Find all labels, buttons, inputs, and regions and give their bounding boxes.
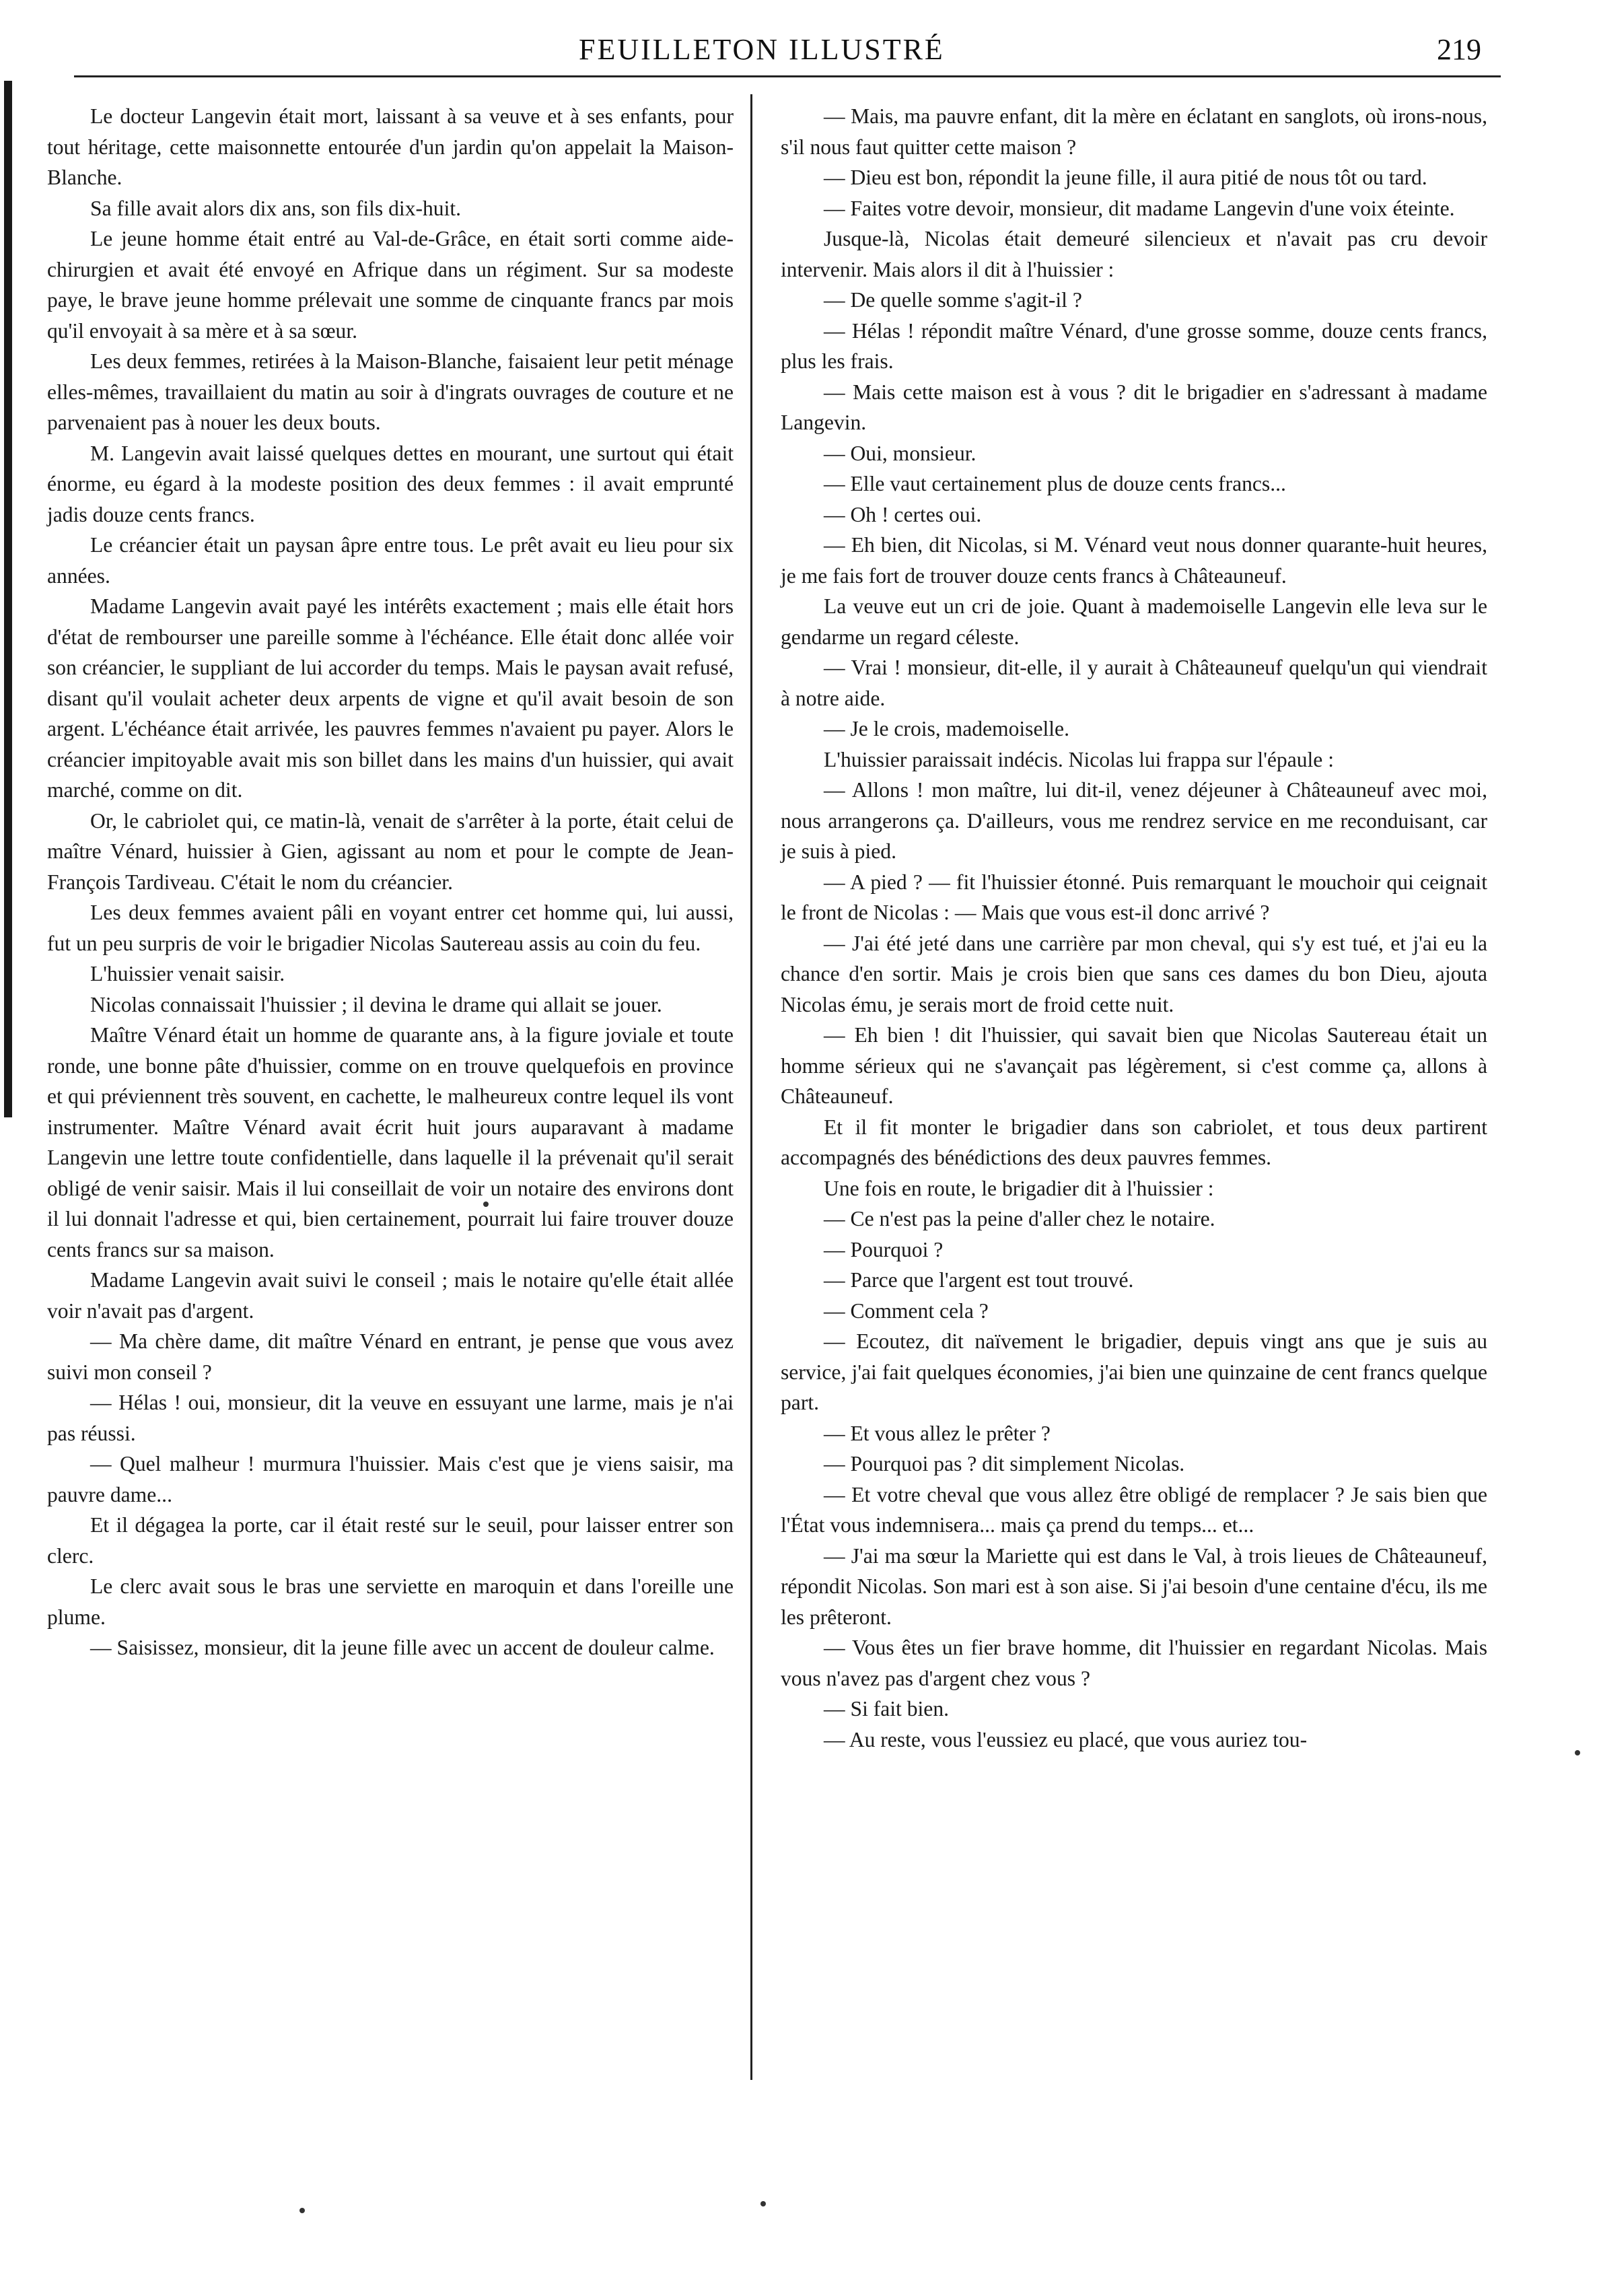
paragraph: — J'ai été jeté dans une carrière par mon cheval, qui s'y est tué, et j'ai eu la chance d'en sortir. Mais je crois bien que sans ces dames du bon Dieu, ajouta Nicolas ému, je serais mort de froid cette nuit. [781,931,1487,1016]
paragraph: — De quelle somme s'agit-il ? [824,288,1082,312]
paragraph: — Parce que l'argent est tout trouvé. [824,1268,1134,1292]
paragraph: — Si fait bien. [824,1697,950,1720]
print-speck [299,2208,305,2213]
paragraph: Une fois en route, le brigadier dit à l'huissier : [824,1176,1214,1200]
paragraph: — Quel malheur ! murmura l'huissier. Mais c'est que je viens saisir, ma pauvre dame... [47,1452,734,1506]
paragraph: Sa fille avait alors dix ans, son fils dix-huit. [90,196,462,220]
column-divider [750,94,752,2080]
paragraph: — Je le crois, mademoiselle. [824,717,1069,740]
paragraph: — Mais cette maison est à vous ? dit le brigadier en s'adressant à madame Langevin. [781,380,1487,434]
paragraph: Les deux femmes avaient pâli en voyant entrer cet homme qui, lui aussi, fut un peu surpris de voir le brigadier Nicolas Sautereau assis au coin du feu. [47,901,734,955]
paragraph: Or, le cabriolet qui, ce matin-là, venait de s'arrêter à la porte, était celui de maître Vénard, huissier à Gien, agissant au nom et pour le compte de Jean-François Tardiveau. C'était le nom du créancier. [47,808,734,894]
print-speck [760,2201,766,2206]
paragraph: Madame Langevin avait payé les intérêts exactement ; mais elle était hors d'état de rembourser une pareille somme à l'échéance. Elle était donc allée voir son créancier, le suppliant de lui accorder du temps. Mais le paysan avait refusé, disant qu'il voulait acheter deux arpents de vigne et qu'il avait besoin de son argent. L'échéance était arrivée, les pauvres femmes n'avaient pu payer. Alors le créancier impitoyable avait mis son billet dans les mains d'un huissier, qui avait marché, comme on dit. [47,594,734,802]
paragraph: — Eh bien, dit Nicolas, si M. Vénard veut nous donner quarante-huit heures, je me fais fort de trouver douze cents francs à Châteauneuf. [781,533,1487,588]
paragraph: — Faites votre devoir, monsieur, dit madame Langevin d'une voix éteinte. [824,196,1455,220]
print-speck [483,1202,489,1207]
paragraph: Le docteur Langevin était mort, laissant à sa veuve et à ses enfants, pour tout héritage, cette maisonnette entourée d'un jardin qu'on appelait la Maison-Blanche. [47,104,734,189]
paragraph: — Vrai ! monsieur, dit-elle, il y aurait à Châteauneuf quelqu'un qui viendrait à notre aide. [781,656,1487,710]
paragraph: — Et vous allez le prêter ? [824,1421,1051,1445]
paragraph: La veuve eut un cri de joie. Quant à mademoiselle Langevin elle leva sur le gendarme un regard céleste. [781,594,1487,649]
paragraph: — Elle vaut certainement plus de douze cents francs... [824,472,1286,495]
paragraph: Le clerc avait sous le bras une serviette en maroquin et dans l'oreille une plume. [47,1574,734,1629]
paragraph: L'huissier venait saisir. [90,962,285,985]
paragraph: — Hélas ! oui, monsieur, dit la veuve en essuyant une larme, mais je n'ai pas réussi. [47,1391,734,1445]
paragraph: — Eh bien ! dit l'huissier, qui savait bien que Nicolas Sautereau était un homme sérieux qui ne s'avançait pas légèrement, si c'est comme ça, allons à Châteauneuf. [781,1023,1487,1108]
right-text-column [781,101,1487,1755]
paragraph: — Oui, monsieur. [824,441,977,465]
paragraph: — J'ai ma sœur la Mariette qui est dans le Val, à trois lieues de Châteauneuf, répondit Nicolas. Son mari est à son aise. Si j'ai besoin d'une centaine d'écu, ils me les prêteront. [781,1543,1487,1629]
paragraph: Madame Langevin avait suivi le conseil ; mais le notaire qu'elle était allée voir n'avait pas d'argent. [47,1268,734,1323]
running-header-title: FEUILLETON ILLUSTRÉ [579,33,945,66]
paragraph: — Oh ! certes oui. [824,502,982,526]
paragraph: — Ecoutez, dit naïvement le brigadier, depuis vingt ans que je suis au service, j'ai fait quelques économies, j'ai bien une quinzaine de cent francs quelque part. [781,1329,1487,1414]
paragraph: Nicolas connaissait l'huissier ; il devina le drame qui allait se jouer. [90,992,662,1016]
paragraph: L'huissier paraissait indécis. Nicolas lui frappa sur l'épaule : [824,747,1335,771]
header-rule [74,75,1501,77]
paragraph: — Allons ! mon maître, lui dit-il, venez déjeuner à Châteauneuf avec moi, nous arrangerons ça. D'ailleurs, vous me rendrez service en me reconduisant, car je suis à pied. [781,778,1487,863]
left-text-column [47,101,734,1663]
paragraph: — Hélas ! répondit maître Vénard, d'une grosse somme, douze cents francs, plus les frais. [781,318,1487,373]
paragraph: — Comment cela ? [824,1298,989,1323]
paragraph: — Au reste, vous l'eussiez eu placé, que vous auriez tou- [824,1727,1308,1751]
paragraph: Maître Vénard était un homme de quarante ans, à la figure joviale et toute ronde, une bonne pâte d'huissier, comme on en trouve quelquefois en province et qui préviennent très souvent, en cachette, le malheureux contre lequel ils vont instrumenter. Maître Vénard avait écrit huit jours auparavant à madame Langevin une lettre toute confidentielle, dans laquelle il la prévenait qu'il serait obligé de venir saisir. Mais il lui conseillait de voir un notaire des environs dont il lui donnait l'adresse et qui, bien certainement, pourrait lui faire trouver douze cents francs sur sa maison. [47,1023,734,1261]
paragraph: — Pourquoi pas ? dit simplement Nicolas. [824,1452,1185,1475]
paragraph: Jusque-là, Nicolas était demeuré silencieux et n'avait pas cru devoir intervenir. Mais alors il dit à l'huissier : [781,227,1487,281]
paragraph: — Dieu est bon, répondit la jeune fille, il aura pitié de nous tôt ou tard. [824,166,1427,189]
print-speck [1575,1750,1580,1755]
paragraph: — Et votre cheval que vous allez être obligé de remplacer ? Je sais bien que l'État vous indemnisera... mais ça prend du temps... et... [781,1482,1487,1537]
paragraph: M. Langevin avait laissé quelques dettes en mourant, une surtout qui était énorme, eu égard à la modeste position des deux femmes : il avait emprunté jadis douze cents francs. [47,441,734,526]
paragraph: Et il fit monter le brigadier dans son cabriolet, et tous deux partirent accompagnés des bénédictions des deux pauvres femmes. [781,1115,1487,1169]
paragraph: — Ce n'est pas la peine d'aller chez le notaire. [824,1207,1215,1230]
paragraph: Les deux femmes, retirées à la Maison-Blanche, faisaient leur petit ménage elles-mêmes, travaillaient du matin au soir à d'ingrats ouvrages de couture et ne parvenaient pas à nouer les deux bouts. [47,349,734,434]
left-margin-rule [4,81,12,1117]
paragraph: — Mais, ma pauvre enfant, dit la mère en éclatant en sanglots, où irons-nous, s'il nous faut quitter cette maison ? [781,104,1487,159]
paragraph: — Ma chère dame, dit maître Vénard en entrant, je pense que vous avez suivi mon conseil ? [47,1329,734,1384]
paragraph: — A pied ? — fit l'huissier étonné. Puis remarquant le mouchoir qui ceignait le front de Nicolas : — Mais que vous est-il donc arrivé ? [781,870,1487,924]
paragraph: Et il dégagea la porte, car il était resté sur le seuil, pour laisser entrer son clerc. [47,1513,734,1568]
paragraph: — Saisissez, monsieur, dit la jeune fille avec un accent de douleur calme. [90,1636,715,1659]
paragraph: — Pourquoi ? [824,1237,944,1261]
paragraph: Le créancier était un paysan âpre entre tous. Le prêt avait eu lieu pour six années. [47,533,734,588]
paragraph: Le jeune homme était entré au Val-de-Grâce, en était sorti comme aide-chirurgien et avait été envoyé en Afrique dans un régiment. Sur sa modeste paye, le brave jeune homme prélevait une somme de cinquante francs par mois qu'il envoyait à sa mère et à sa sœur. [47,227,734,343]
page-number: 219 [1437,33,1481,66]
paragraph: — Vous êtes un fier brave homme, dit l'huissier en regardant Nicolas. Mais vous n'avez pas d'argent chez vous ? [781,1636,1487,1690]
